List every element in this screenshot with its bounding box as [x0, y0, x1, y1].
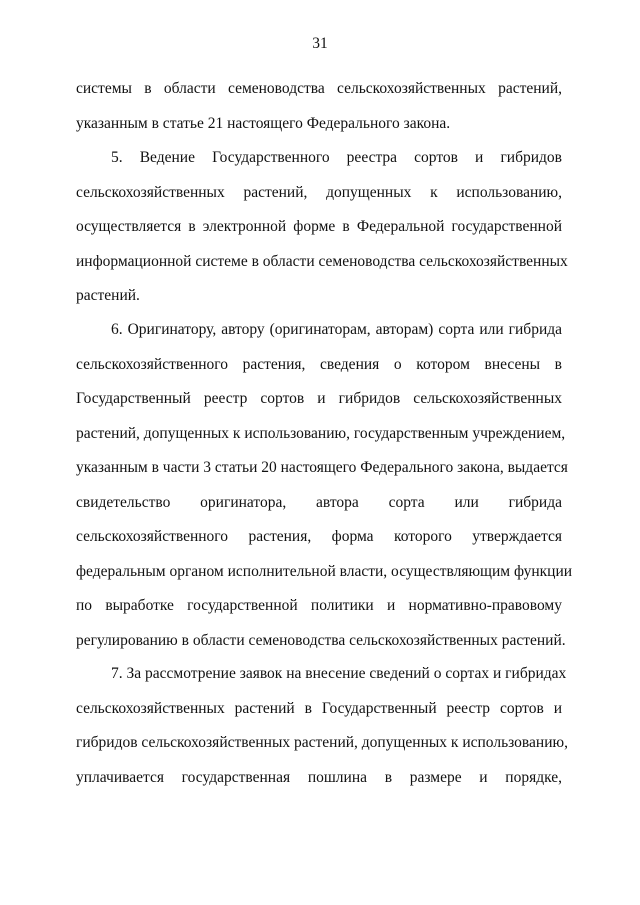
paragraph-continuation	[76, 72, 562, 141]
text-line: указанным в части 3 статьи 20 настоящего Федерального закона, выдается	[76, 459, 568, 476]
text-line: федеральным органом исполнительной власти, осуществляющим функции	[76, 562, 573, 580]
text-line: сельскохозяйственных растений, допущенных к использованию,	[76, 183, 562, 201]
text-line: сельскохозяйственного растения, форма которого утверждается	[76, 528, 562, 545]
text-line: информационной системе в области семеноводства сельскохозяйственных	[76, 252, 568, 270]
text-line: регулированию в области семеноводства сельскохозяйственных растений.	[76, 631, 566, 649]
text-line: уплачивается государственная пошлина в размере и порядке,	[76, 768, 562, 786]
paragraph-item-7	[76, 657, 568, 795]
page-number: 31	[312, 35, 328, 52]
paragraph-item-5	[76, 141, 568, 314]
text-line: указанным в статье 21 настоящего Федерального закона.	[76, 114, 451, 132]
paragraph-item-6	[76, 313, 573, 658]
text-line: растений.	[76, 287, 140, 304]
text-line: 6. Оригинатору, автору (оригинаторам, авторам) сорта или гибрида	[111, 321, 562, 338]
text-line: сельскохозяйственных растений в Государственный реестр сортов и	[76, 699, 562, 717]
text-line: по выработке государственной политики и нормативно-правовому	[76, 597, 562, 614]
text-line: растений, допущенных к использованию, государственным учреждением,	[76, 424, 566, 442]
text-line: 7. За рассмотрение заявок на внесение сведений о сортах и гибридах	[111, 665, 567, 682]
text-line: 5. Ведение Государственного реестра сортов и гибридов	[111, 149, 562, 166]
text-line: сельскохозяйственного растения, сведения о котором внесены в	[76, 355, 562, 373]
text-line: Государственный реестр сортов и гибридов сельскохозяйственных	[76, 390, 562, 407]
text-line: осуществляется в электронной форме в Федеральной государственной	[76, 218, 562, 235]
text-line: гибридов сельскохозяйственных растений, допущенных к использованию,	[76, 734, 568, 751]
text-line: свидетельство оригинатора, автора сорта или гибрида	[76, 493, 562, 511]
text-line: системы в области семеноводства сельскохозяйственных растений,	[76, 80, 562, 97]
